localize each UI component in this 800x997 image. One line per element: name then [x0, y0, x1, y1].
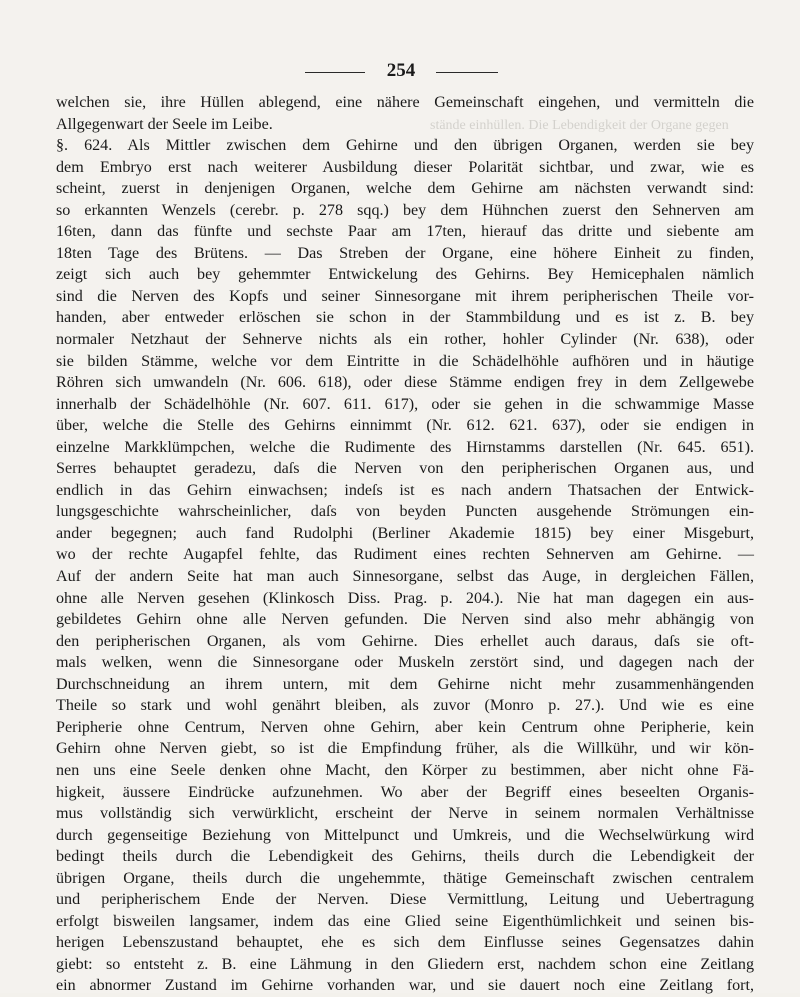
text-line: nen uns eine Seele denken ohne Macht, den Körper zu bestimmen, aber nicht ohne Fä-	[56, 761, 754, 779]
text-line: durch gegenseitige Beziehung von Mittelpunct und Umkreis, und die Wechselwürkung wird	[56, 826, 754, 844]
text-line: und peripherischem Ende der Nerven. Diese Vermittlung, Leitung und Uebertragung	[56, 891, 754, 909]
text-line: 16ten, dann das fünfte und sechste Paar am 17ten, hierauf das dritte und siebente am	[56, 223, 754, 241]
text-line: wo der rechte Augapfel fehlte, das Rudiment eines rechten Sehnerven am Gehirne. —	[56, 546, 754, 564]
text-line: §. 624. Als Mittler zwischen dem Gehirne und den übrigen Organen, werden sie bey	[56, 137, 754, 155]
text-line: sind die Nerven des Kopfs und seiner Sinnesorgane mit ihrem peripherischen Theile vor-	[56, 287, 754, 305]
text-line: ein abnormer Zustand im Gehirne vorhanden war, und sie dauert noch eine Zeitlang fort,	[56, 977, 754, 995]
text-line: Peripherie ohne Centrum, Nerven ohne Gehirn, aber kein Centrum ohne Peripherie, kein	[56, 718, 754, 736]
text-line: ander begegnen; auch fand Rudolphi (Berliner Akademie 1815) bey einer Misgeburt,	[56, 524, 754, 542]
text-line: bedingt theils durch die Lebendigkeit des Gehirns, theils durch die Lebendigkeit der	[56, 848, 754, 866]
text-line: giebt: so entsteht z. B. eine Lähmung in den Gliedern erst, nachdem schon eine Zeitlang	[56, 955, 754, 973]
text-line: innerhalb der Schädelhöhle (Nr. 607. 611. 617), oder sie gehen in die schwammige Masse	[56, 395, 754, 413]
text-line: dem Embryo erst nach weiterer Ausbildung dieser Polarität sichtbar, und zwar, wie es	[56, 158, 754, 176]
text-line: Allgegenwart der Seele im Leibe.	[56, 115, 273, 133]
text-line: herigen Lebenszustand behauptet, ehe es sich dem Einflusse seines Gegensatzes dahin	[56, 934, 754, 952]
text-line: so erkannten Wenzels (cerebr. p. 278 sqq.) bey dem Hühnchen zuerst den Sehnerven am	[56, 201, 754, 219]
text-line: mals welken, wenn die Sinnesorgane oder Muskeln zerstört sind, und dagegen nach der	[56, 654, 754, 672]
text-line: über, welche die Stelle des Gehirns einnimmt (Nr. 612. 621. 637), oder sie endigen in	[56, 417, 754, 435]
text-line: gebildetes Gehirn ohne alle Nerven gefunden. Die Nerven sind also mehr abhängig von	[56, 611, 754, 629]
text-line: normaler Netzhaut der Sehnerve nichts als ein rother, hohler Cylinder (Nr. 638), oder	[56, 331, 754, 349]
show-through-text: stände einhüllen. Die Lebendigkeit der Organe gegen	[430, 118, 729, 133]
text-line: Röhren sich umwandeln (Nr. 606. 618), oder diese Stämme endigen frey in dem Zellgewebe	[56, 374, 754, 392]
text-line: Durchschneidung an ihrem untern, mit dem Gehirne nicht mehr zusammenhängenden	[56, 675, 754, 693]
text-line: ohne alle Nerven gesehen (Klinkosch Diss. Prag. p. 204.). Nie hat man dagegen ein aus-	[56, 589, 754, 607]
text-line: Gehirn ohne Nerven giebt, so ist die Empfindung früher, als die Willkühr, und wir kön-	[56, 740, 754, 758]
text-line: einzelne Markklümpchen, welche die Rudimente des Hirnstamms darstellen (Nr. 645. 651).	[56, 438, 754, 456]
header-rule-left	[305, 72, 365, 73]
text-line: lungsgeschichte wahrscheinlicher, daſs von beyden Puncten ausgehende Strömungen ein-	[56, 503, 754, 521]
text-line: mus vollständig sich verwürklicht, erscheint der Nerve in seinem normalen Verhältnisse	[56, 805, 754, 823]
text-line: higkeit, äussere Eindrücke aufzunehmen. Wo aber der Begriff eines beseelten Organis-	[56, 783, 754, 801]
text-line: scheint, zuerst in denjenigen Organen, welche dem Gehirne am nächsten verwandt sind:	[56, 180, 754, 198]
text-line: handen, aber entweder erlöschen sie schon in der Stammbildung und es ist z. B. bey	[56, 309, 754, 327]
text-line: den peripherischen Organen, als vom Gehirne. Dies erhellet auch daraus, daſs sie oft-	[56, 632, 754, 650]
text-line: welchen sie, ihre Hüllen ablegend, eine nähere Gemeinschaft eingehen, und vermitteln die	[56, 94, 754, 111]
text-line: Serres behauptet geradezu, daſs die Nerven von den peripherischen Organen aus, und	[56, 460, 754, 478]
text-line: Theile so stark und wohl genährt bleiben, als zuvor (Monro p. 27.). Und wie es eine	[56, 697, 754, 715]
text-line: endlich in das Gehirn einwachsen; indeſs ist es nach andern Thatsachen der Entwick-	[56, 481, 754, 499]
text-line: sie bilden Stämme, welche vor dem Eintritte in die Schädelhöhle aufhören und in häutige	[56, 352, 754, 370]
text-line: zeigt sich auch bey gehemmter Entwickelung des Gehirns. Bey Hemicephalen nämlich	[56, 266, 754, 284]
page-number: 254	[386, 60, 416, 81]
text-line: übrigen Organe, theils durch die ungehemmte, thätige Gemeinschaft zwischen centralem	[56, 869, 754, 887]
body-text	[56, 92, 754, 997]
text-line: Auf der andern Seite hat man auch Sinnesorgane, selbst das Auge, in dergleichen Fällen,	[56, 568, 754, 586]
text-line: 18ten Tage des Brütens. — Das Streben der Organe, eine höhere Einheit zu finden,	[56, 244, 754, 262]
header-rule-right	[436, 72, 498, 73]
text-line: erfolgt bisweilen langsamer, indem das eine Glied seine Eigenthümlichkeit und seinen bis-	[56, 912, 754, 930]
page-header	[0, 60, 800, 84]
